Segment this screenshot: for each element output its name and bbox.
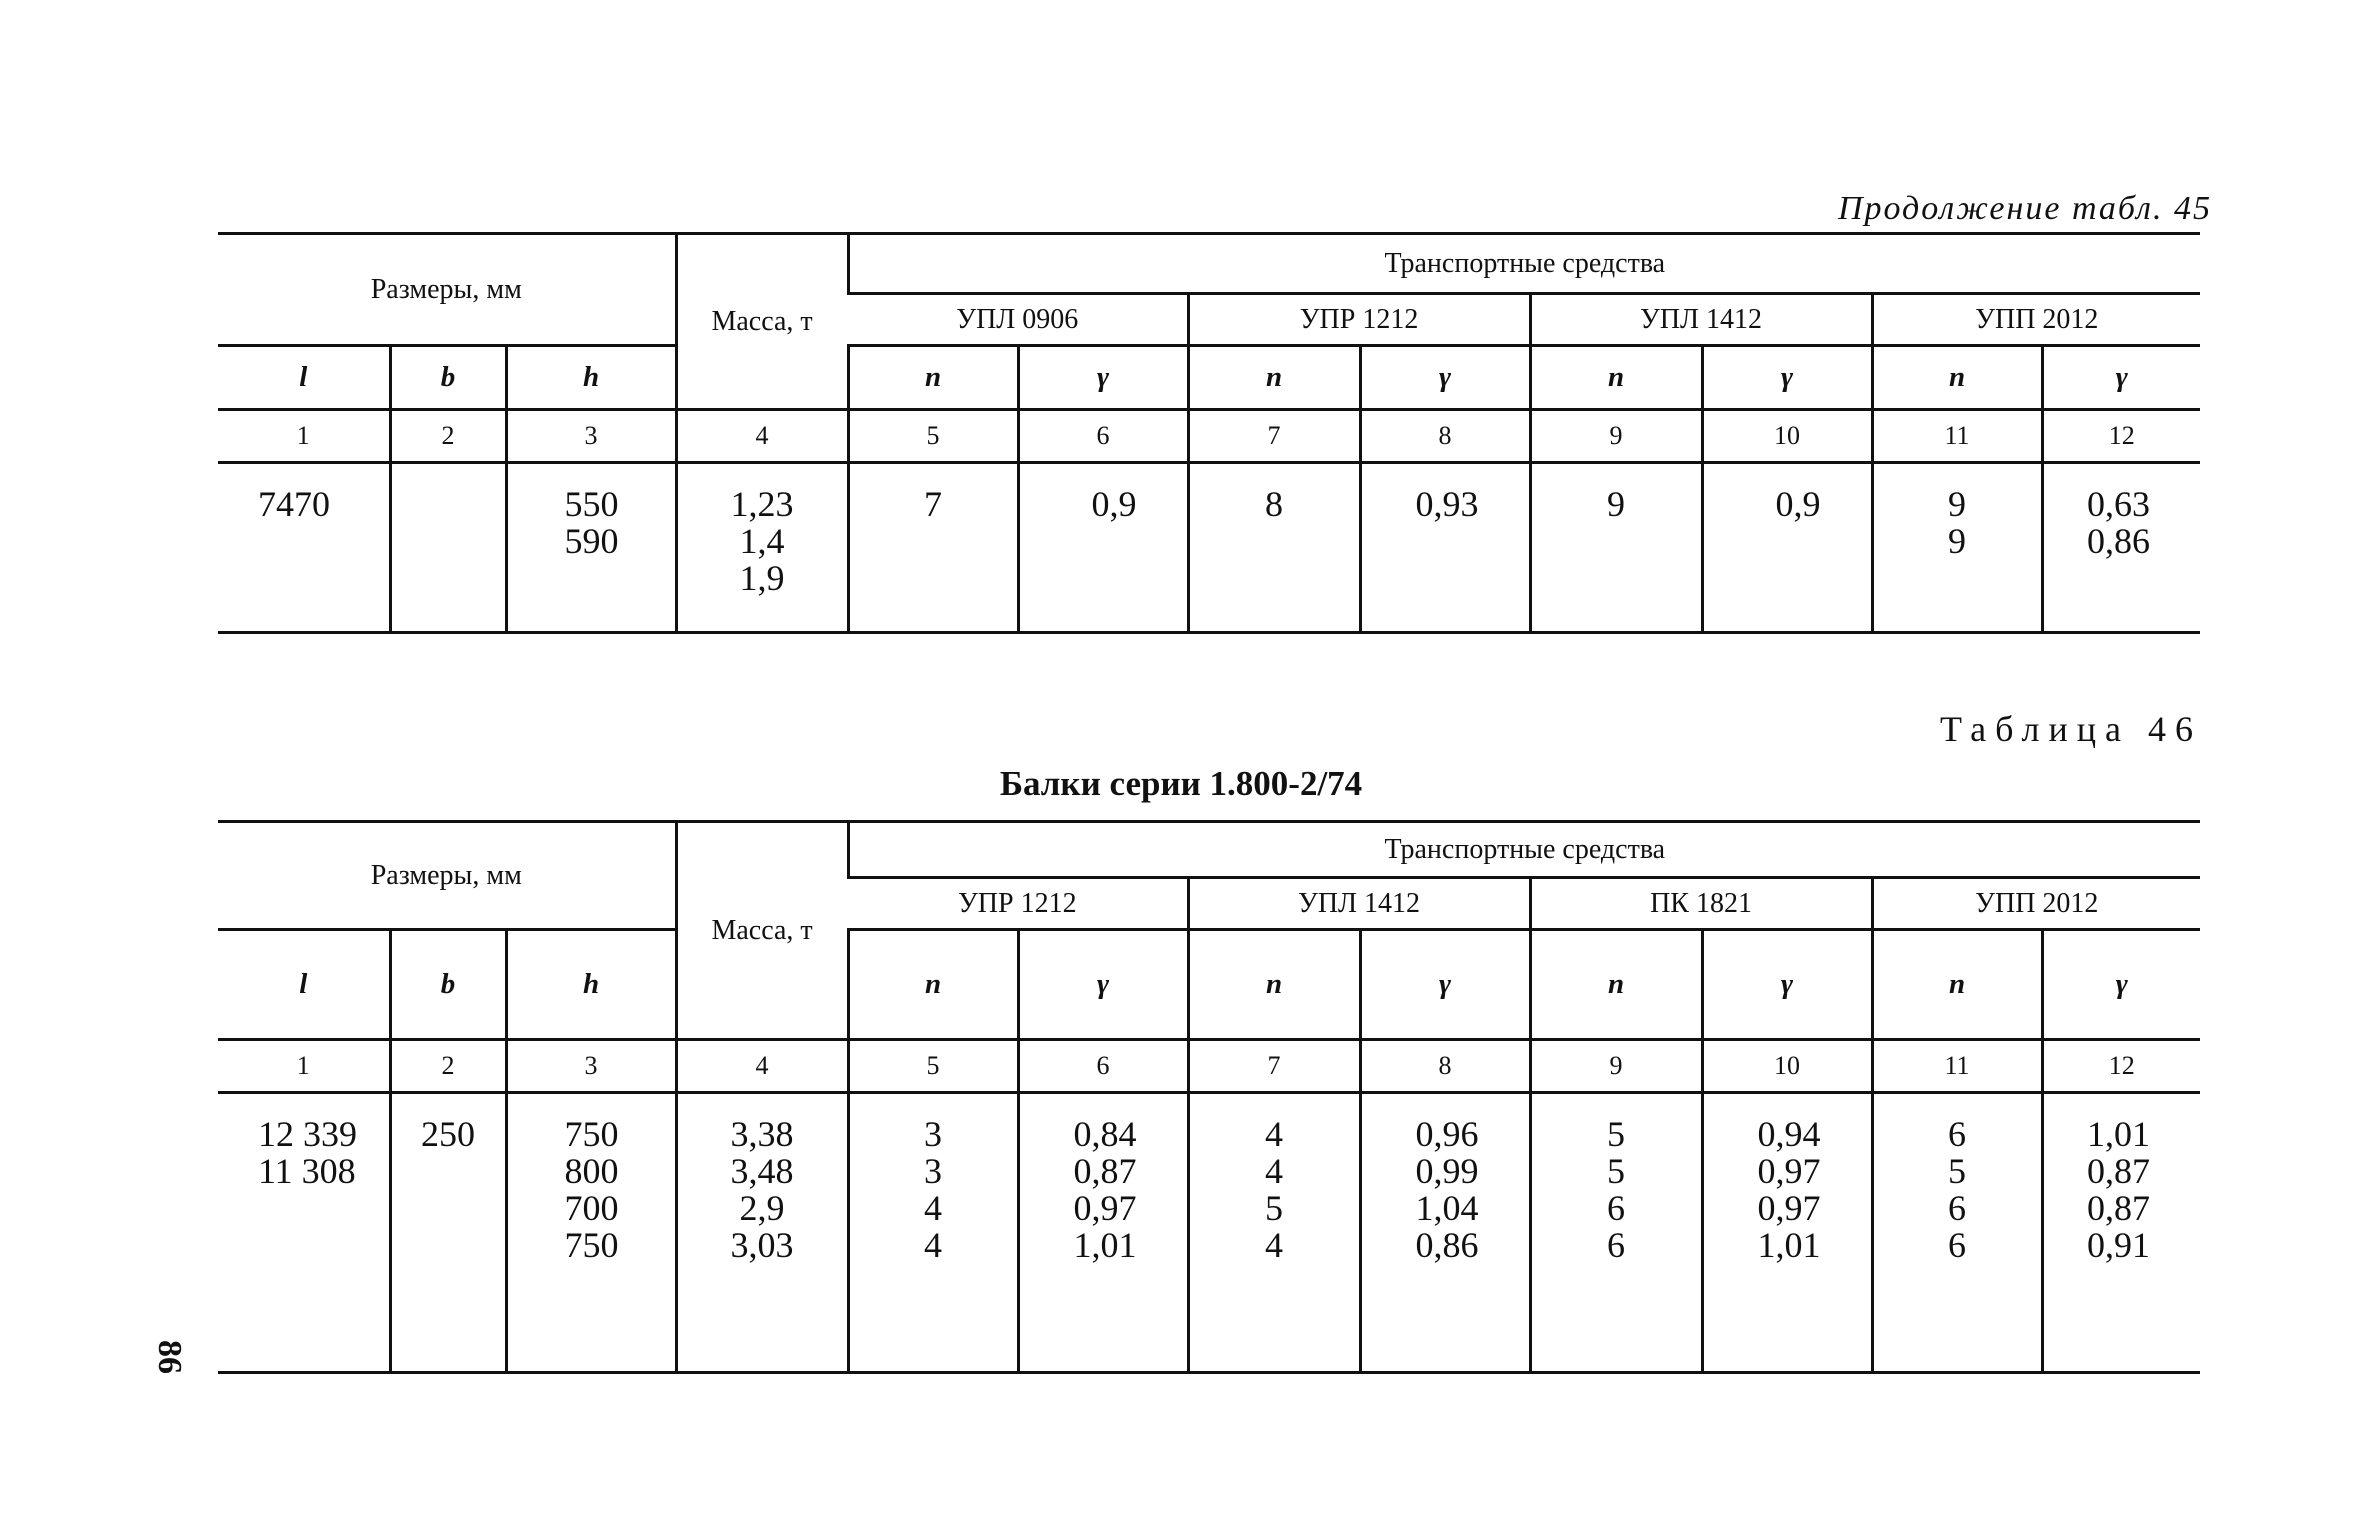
col-number: 6 — [1018, 1040, 1188, 1093]
col-number: 11 — [1872, 1040, 2042, 1093]
cell-n: 7 — [848, 463, 1018, 633]
col-number: 9 — [1530, 410, 1702, 463]
col-number: 3 — [506, 410, 676, 463]
cell-gamma: 0,63 0,86 — [2042, 463, 2200, 633]
cell-gamma: 0,84 0,87 0,97 1,01 — [1018, 1093, 1188, 1373]
cell-n: 5 5 6 6 — [1530, 1093, 1702, 1373]
col-l-header: l — [218, 930, 390, 1040]
cell-n: 6 5 6 6 — [1872, 1093, 2042, 1373]
col-number: 7 — [1188, 1040, 1360, 1093]
cell-n: 4 4 5 4 — [1188, 1093, 1360, 1373]
col-number: 8 — [1360, 1040, 1530, 1093]
col-n-header: n — [1530, 346, 1702, 410]
cell-b — [390, 463, 506, 633]
table-45 — [218, 232, 2200, 634]
col-number: 4 — [676, 1040, 848, 1093]
col-number: 2 — [390, 410, 506, 463]
col-n-header: n — [1188, 930, 1360, 1040]
vehicle-header: УПП 2012 — [1872, 294, 2200, 346]
col-number: 11 — [1872, 410, 2042, 463]
col-gamma-header: γ — [1018, 930, 1188, 1040]
vehicle-header: ПК 1821 — [1530, 878, 1872, 930]
cell-l: 12 339 11 308 — [218, 1093, 390, 1373]
vehicle-header: УПЛ 1412 — [1530, 294, 1872, 346]
mass-header: Масса, т — [676, 234, 848, 410]
cell-gamma: 0,93 — [1360, 463, 1530, 633]
dimensions-header: Размеры, мм — [218, 234, 676, 346]
col-n-header: n — [848, 930, 1018, 1040]
col-number: 10 — [1702, 1040, 1872, 1093]
col-n-header: n — [848, 346, 1018, 410]
col-number: 1 — [218, 410, 390, 463]
col-number: 5 — [848, 1040, 1018, 1093]
vehicle-header: УПП 2012 — [1872, 878, 2200, 930]
col-gamma-header: γ — [1360, 346, 1530, 410]
mass-header: Масса, т — [676, 822, 848, 1040]
cell-gamma: 0,94 0,97 0,97 1,01 — [1702, 1093, 1872, 1373]
cell-h: 750 800 700 750 — [506, 1093, 676, 1373]
col-number: 2 — [390, 1040, 506, 1093]
cell-n: 9 — [1530, 463, 1702, 633]
continuation-caption: Продолжение табл. 45 — [1837, 190, 2212, 227]
table-46-label: Таблица 46 — [1940, 709, 2202, 749]
col-gamma-header: γ — [1018, 346, 1188, 410]
cell-gamma: 0,9 — [1702, 463, 1872, 633]
cell-mass: 1,23 1,4 1,9 — [676, 463, 848, 633]
col-number: 7 — [1188, 410, 1360, 463]
col-h-header: h — [506, 346, 676, 410]
cell-gamma: 1,01 0,87 0,87 0,91 — [2042, 1093, 2200, 1373]
col-number: 8 — [1360, 410, 1530, 463]
col-gamma-header: γ — [2042, 346, 2200, 410]
col-gamma-header: γ — [1702, 346, 1872, 410]
cell-n: 3 3 4 4 — [848, 1093, 1018, 1373]
cell-n: 9 9 — [1872, 463, 2042, 633]
cell-h: 550 590 — [506, 463, 676, 633]
cell-gamma: 0,96 0,99 1,04 0,86 — [1360, 1093, 1530, 1373]
col-number: 5 — [848, 410, 1018, 463]
col-b-header: b — [390, 930, 506, 1040]
col-l-header: l — [218, 346, 390, 410]
col-n-header: n — [1530, 930, 1702, 1040]
vehicle-header: УПЛ 0906 — [848, 294, 1188, 346]
col-number: 1 — [218, 1040, 390, 1093]
dimensions-header: Размеры, мм — [218, 822, 676, 930]
col-number: 4 — [676, 410, 848, 463]
col-gamma-header: γ — [1702, 930, 1872, 1040]
cell-gamma: 0,9 — [1018, 463, 1188, 633]
cell-mass: 3,38 3,48 2,9 3,03 — [676, 1093, 848, 1373]
table-46 — [218, 820, 2200, 1374]
col-b-header: b — [390, 346, 506, 410]
col-n-header: n — [1188, 346, 1360, 410]
col-number: 12 — [2042, 410, 2200, 463]
vehicle-header: УПР 1212 — [1188, 294, 1530, 346]
col-gamma-header: γ — [2042, 930, 2200, 1040]
transport-header: Транспортные средства — [848, 234, 2200, 294]
vehicle-header: УПЛ 1412 — [1188, 878, 1530, 930]
cell-l: 7470 — [218, 463, 390, 633]
col-n-header: n — [1872, 346, 2042, 410]
cell-n: 8 — [1188, 463, 1360, 633]
col-n-header: n — [1872, 930, 2042, 1040]
page-number: 86 — [151, 1340, 188, 1374]
col-number: 12 — [2042, 1040, 2200, 1093]
cell-b: 250 — [390, 1093, 506, 1373]
vehicle-header: УПР 1212 — [848, 878, 1188, 930]
col-number: 3 — [506, 1040, 676, 1093]
col-gamma-header: γ — [1360, 930, 1530, 1040]
col-number: 6 — [1018, 410, 1188, 463]
transport-header: Транспортные средства — [848, 822, 2200, 878]
col-number: 9 — [1530, 1040, 1702, 1093]
table-46-title: Балки серии 1.800-2/74 — [999, 764, 1363, 803]
col-number: 10 — [1702, 410, 1872, 463]
col-h-header: h — [506, 930, 676, 1040]
